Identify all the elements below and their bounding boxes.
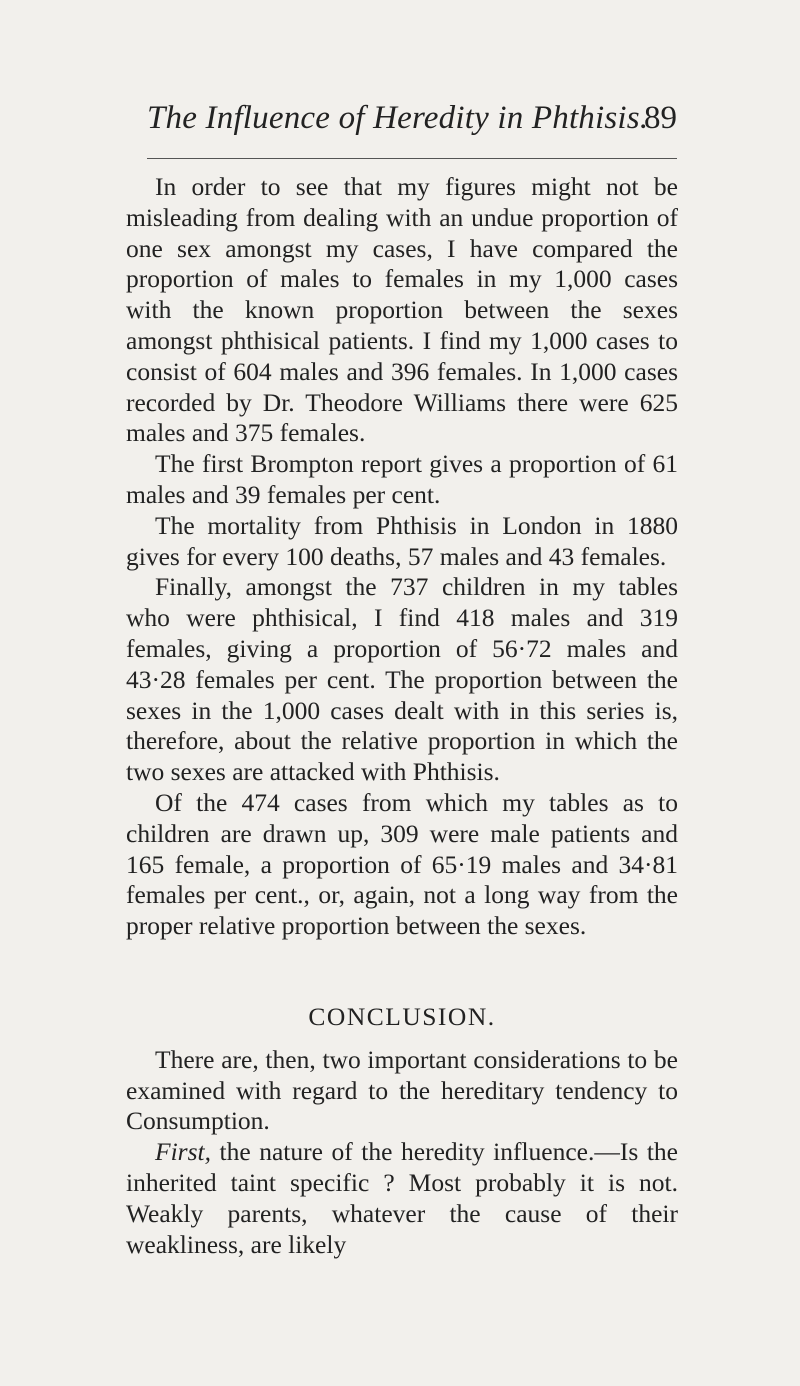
paragraph-first-consideration — [126, 1137, 678, 1260]
paragraph-conclusion-intro: There are, then, two important considerations to be examined with regard to the hereditary tendency to Consumption. — [126, 1044, 678, 1136]
paragraph-brompton-report: The first Brompton report gives a proportion of 61 males and 39 females per cent. — [126, 449, 678, 509]
header-rule — [147, 158, 677, 159]
first-lead: First, — [155, 1137, 211, 1167]
body-text — [126, 172, 678, 1260]
page-number: 89 — [644, 100, 677, 136]
page-header — [147, 100, 677, 150]
paragraph-474-cases: Of the 474 cases from which my tables as to children are drawn up, 309 were male patients and 165 female, a proportion of 65·19 males and 34·81 females per cent., or, again, not a long way from the proper relative proportion between the sexes. — [126, 787, 678, 941]
running-title: The Influence of Heredity in Phthisis. — [147, 100, 649, 136]
paragraph-london-mortality: The mortality from Phthisis in London in 1880 gives for every 100 deaths, 57 males and 43 females. — [126, 510, 678, 571]
paragraph-children-tables: Finally, amongst the 737 children in my tables who were phthisical, I find 418 males and 319 females, giving a proportion of 56·72 males and 43·28 females per cent. The proportion between the sexes in the 1,000 cases dealt with in this series is, therefore, about the relative proportion in which the two sexes are attacked with Phthisis. — [126, 572, 678, 787]
first-text: the nature of the heredity influence.—Is the inherited taint specific ? Most probably it is not. Weakly parents, whatever the cause of their weakliness, are likely — [126, 1137, 678, 1259]
section-heading: CONCLUSION. — [308, 1001, 496, 1031]
paragraph-sex-proportion: In order to see that my figures might not be misleading from dealing with an undue proportion of one sex amongst my cases, I have compared the proportion of males to females in my 1,000 cases with the known proportion between the sexes amongst phthisical patients. I find my 1,000 cases to consist of 604 males and 396 females. In 1,000 cases recorded by Dr. Theodore Williams there were 625 males and 375 females. — [126, 172, 678, 448]
